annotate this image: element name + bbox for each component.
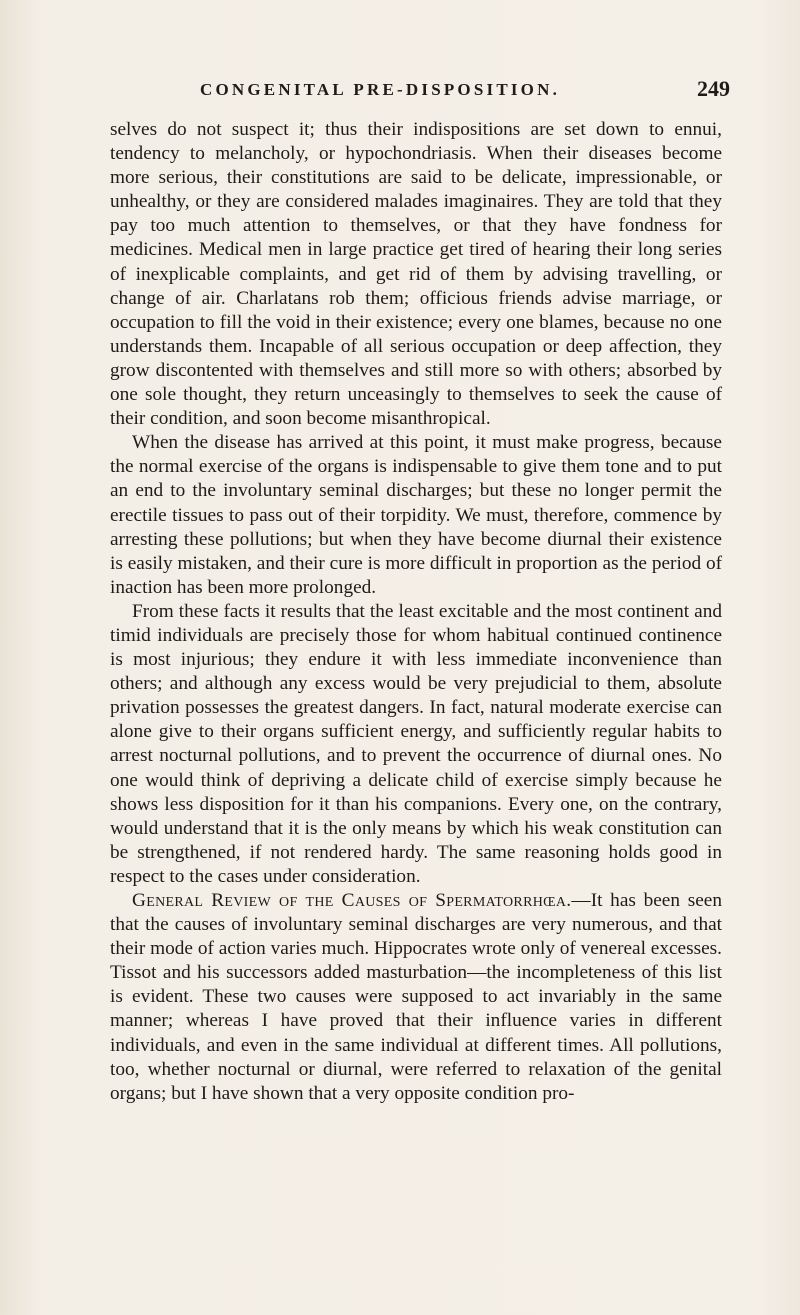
body-text xyxy=(110,118,722,1106)
running-head: CONGENITAL PRE-DISPOSITION. xyxy=(200,80,561,99)
section-heading: General Review of the Causes of Spermatorrhœa. xyxy=(132,890,572,911)
section-text: —It has been seen that the causes of involuntary seminal discharges are very numerous, and that their mode of action varies much. Hippocrates wrote only of venereal excesses. Tissot and his successors added masturbation—the incompleteness of this list is evident. These two causes were supposed to act invariably in the same manner; whereas I have proved that their influence varies in different individuals, and even in the same individual at different times. All pollutions, too, whether nocturnal or diurnal, were referred to relaxation of the genital organs; but I have shown that a very opposite condition pro- xyxy=(110,890,722,1104)
paragraph xyxy=(110,889,722,1106)
paragraph: When the disease has arrived at this point, it must make progress, because the normal exercise of the organs is indispensable to give them tone and to put an end to the involuntary seminal discharges; but these no longer permit the erectile tissues to pass out of their torpidity. We must, therefore, commence by arresting these pollutions; but when they have become diurnal their existence is easily mistaken, and their cure is more difficult in proportion as the period of inaction has been more prolonged. xyxy=(110,432,722,598)
paragraph: From these facts it results that the least excitable and the most continent and timid individuals are precisely those for whom habitual continued continence is most injurious; they endure it with less immediate inconvenience than others; and although any excess would be very prejudicial to them, absolute privation possesses the greatest dangers. In fact, natural moderate exercise can alone give to their organs sufficient energy, and sufficiently regular habits to arrest nocturnal pollutions, and to prevent the occurrence of diurnal ones. No one would think of depriving a delicate child of exercise simply because he shows less disposition for it than his companions. Every one, on the contrary, would understand that it is the only means by which his weak constitution can be strengthened, if not rendered hardy. The same reasoning holds good in respect to the cases under consideration. xyxy=(110,600,722,887)
paragraph: selves do not suspect it; thus their indispositions are set down to ennui, tendency to melancholy, or hypochondriasis. When their diseases become more serious, their constitutions are said to be delicate, impressionable, or unhealthy, or they are considered malades imaginaires. They are told that they pay too much attention to themselves, or that they have fondness for medicines. Medical men in large practice get tired of hearing their long series of inexplicable complaints, and get rid of them by advising travelling, or change of air. Charlatans rob them; officious friends advise marriage, or occupation to fill the void in their existence; every one blames, because no one understands them. Incapable of all serious occupation or deep affection, they grow discontented with themselves and still more so with others; absorbed by one sole thought, they return unceasingly to themselves to seek the cause of their condition, and soon become misanthropical. xyxy=(110,119,722,430)
page-number: 249 xyxy=(697,76,730,101)
page-header xyxy=(110,76,730,106)
